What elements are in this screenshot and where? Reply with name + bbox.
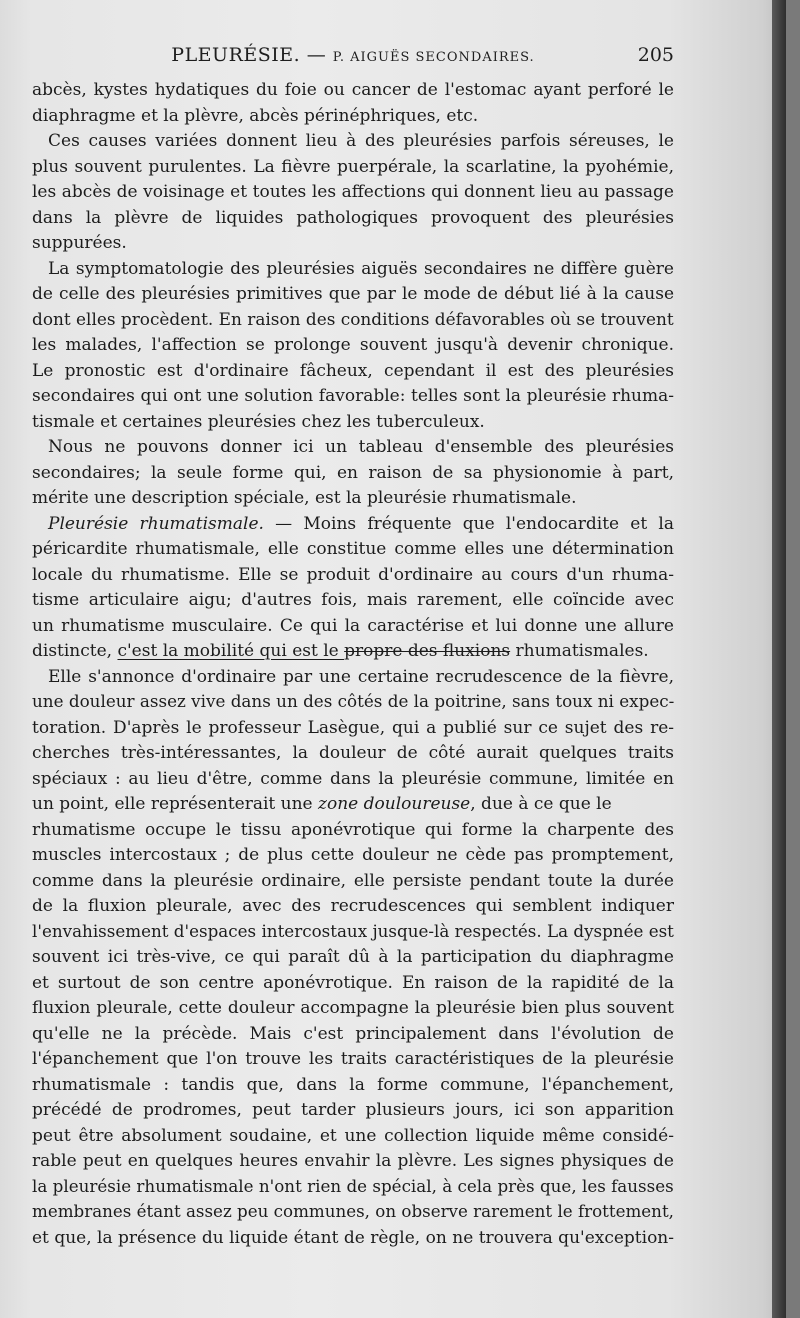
text-span: distincte, bbox=[32, 641, 118, 661]
text-line: tisme articulaire aigu; d'autres fois, mais rarement, elle coïncide avec bbox=[32, 590, 674, 610]
text-line: rhumatismale : tandis que, dans la forme commune, l'épanchement, bbox=[32, 1074, 674, 1095]
text-span: rhumatismales. bbox=[510, 641, 649, 661]
text-line: muscles intercostaux ; de plus cette douleur ne cède pas promptement, bbox=[32, 845, 674, 865]
text-line: dans la plèvre de liquides pathologiques provoquent des pleurésies bbox=[32, 207, 674, 228]
text-line: secondaires; la seule forme qui, en raison de sa physionomie à part, bbox=[32, 462, 674, 483]
text-span: , due à ce que le bbox=[470, 794, 612, 814]
text-line: spéciaux : au lieu d'être, comme dans la pleurésie commune, limitée en bbox=[32, 768, 674, 789]
handwritten-strikethrough: propre des fluxions bbox=[344, 641, 511, 661]
text-line: cherches très-intéressantes, la douleur de côté aurait quelques traits bbox=[32, 743, 674, 763]
text-line: précédé de prodromes, peut tarder plusieurs jours, ici son apparition bbox=[32, 1100, 674, 1120]
text-line: Nous ne pouvons donner ici un tableau d'ensemble des pleurésies bbox=[48, 437, 674, 457]
page-number: 205 bbox=[637, 44, 674, 66]
text-line: Elle s'annonce d'ordinaire par une certaine recrudescence de la fièvre, bbox=[48, 666, 674, 687]
text-line: dont elles procèdent. En raison des conditions défavorables où se trouvent bbox=[32, 309, 674, 330]
text-line: un rhumatisme musculaire. Ce qui la caractérise et lui donne une allure bbox=[32, 615, 674, 636]
text-line: qu'elle ne la précède. Mais c'est principalement dans l'évolution de bbox=[32, 1023, 674, 1044]
text-line: la pleurésie rhumatismale n'ont rien de spécial, à cela près que, les fausses bbox=[32, 1176, 674, 1197]
text-line: Le pronostic est d'ordinaire fâcheux, cependant il est des pleurésies bbox=[32, 360, 674, 381]
italic-term: zone douloureuse bbox=[318, 794, 471, 814]
running-title-sub: P. AIGUËS SECONDAIRES. bbox=[332, 50, 535, 65]
text-line: et que, la présence du liquide étant de règle, on ne trouvera qu'exception- bbox=[32, 1227, 674, 1248]
book-spine-edge bbox=[772, 0, 786, 1318]
handwritten-underline: c'est la mobilité qui est le bbox=[117, 641, 345, 661]
text-line: membranes étant assez peu communes, on observe rarement le frottement, bbox=[32, 1202, 674, 1222]
page-header bbox=[32, 44, 674, 72]
text-line: La symptomatologie des pleurésies aiguës secondaires ne diffère guère bbox=[48, 258, 674, 279]
text-line: comme dans la pleurésie ordinaire, elle persiste pendant toute la durée bbox=[32, 870, 674, 891]
text-line: rable peut en quelques heures envahir la plèvre. Les signes physiques de bbox=[32, 1151, 674, 1171]
text-line: et surtout de son centre aponévrotique. En raison de la rapidité de la bbox=[32, 972, 674, 993]
text-line: péricardite rhumatismale, elle constitue comme elles une détermination bbox=[32, 539, 674, 559]
text-line: les abcès de voisinage et toutes les affections qui donnent lieu au passage bbox=[32, 182, 674, 202]
text-line: diaphragme et la plèvre, abcès périnéphriques, etc. bbox=[32, 105, 479, 126]
text-line: mérite une description spéciale, est la pleurésie rhumatismale. bbox=[32, 488, 577, 508]
text-line: peut être absolument soudaine, et une collection liquide même considé- bbox=[32, 1125, 674, 1146]
text-line: Ces causes variées donnent lieu à des pleurésies parfois séreuses, le bbox=[48, 131, 674, 151]
text-line bbox=[32, 792, 674, 818]
text-line: l'envahissement d'espaces intercostaux jusque-là respectés. La dyspnée est bbox=[32, 921, 674, 942]
text-line: rhumatisme occupe le tissu aponévrotique qui forme la charpente des bbox=[32, 819, 674, 840]
text-line: fluxion pleurale, cette douleur accompagne la pleurésie bien plus souvent bbox=[32, 998, 674, 1018]
text-line: les malades, l'affection se prolonge souvent jusqu'à devenir chronique. bbox=[32, 335, 674, 355]
text-line: locale du rhumatisme. Elle se produit d'ordinaire au cours d'un rhuma- bbox=[32, 564, 674, 585]
text-span: — Moins fréquente que l'endocardite et la bbox=[263, 513, 674, 534]
text-line: de celle des pleurésies primitives que par le mode de début lié à la cause bbox=[32, 284, 674, 304]
text-line: plus souvent purulentes. La fièvre puerpérale, la scarlatine, la pyohémie, bbox=[32, 156, 674, 177]
text-line: suppurées. bbox=[32, 233, 127, 253]
text-line: tismale et certaines pleurésies chez les tuberculeux. bbox=[32, 411, 485, 432]
text-line: souvent ici très-vive, ce qui paraît dû à la participation du diaphragme bbox=[32, 947, 674, 967]
page-body bbox=[32, 78, 674, 1251]
text-span: un point, elle représenterait une bbox=[32, 794, 319, 814]
text-line: de la fluxion pleurale, avec des recrudescences qui semblent indiquer bbox=[32, 896, 674, 916]
running-title-main: PLEURÉSIE. — bbox=[171, 44, 333, 66]
text-line: l'épanchement que l'on trouve les traits caractéristiques de la pleurésie bbox=[32, 1049, 674, 1069]
text-line bbox=[32, 639, 674, 665]
section-lead-heading: Pleurésie rhumatismale. bbox=[48, 513, 264, 534]
text-line: secondaires qui ont une solution favorable: telles sont la pleurésie rhuma- bbox=[32, 386, 674, 406]
text-line bbox=[32, 512, 674, 538]
running-title bbox=[32, 44, 674, 66]
text-line: abcès, kystes hydatiques du foie ou cancer de l'estomac ayant perforé le bbox=[32, 80, 674, 100]
text-line: une douleur assez vive dans un des côtés de la poitrine, sans toux ni expec- bbox=[32, 692, 675, 712]
text-line: toration. D'après le professeur Lasègue, qui a publié sur ce sujet des re- bbox=[32, 717, 674, 738]
